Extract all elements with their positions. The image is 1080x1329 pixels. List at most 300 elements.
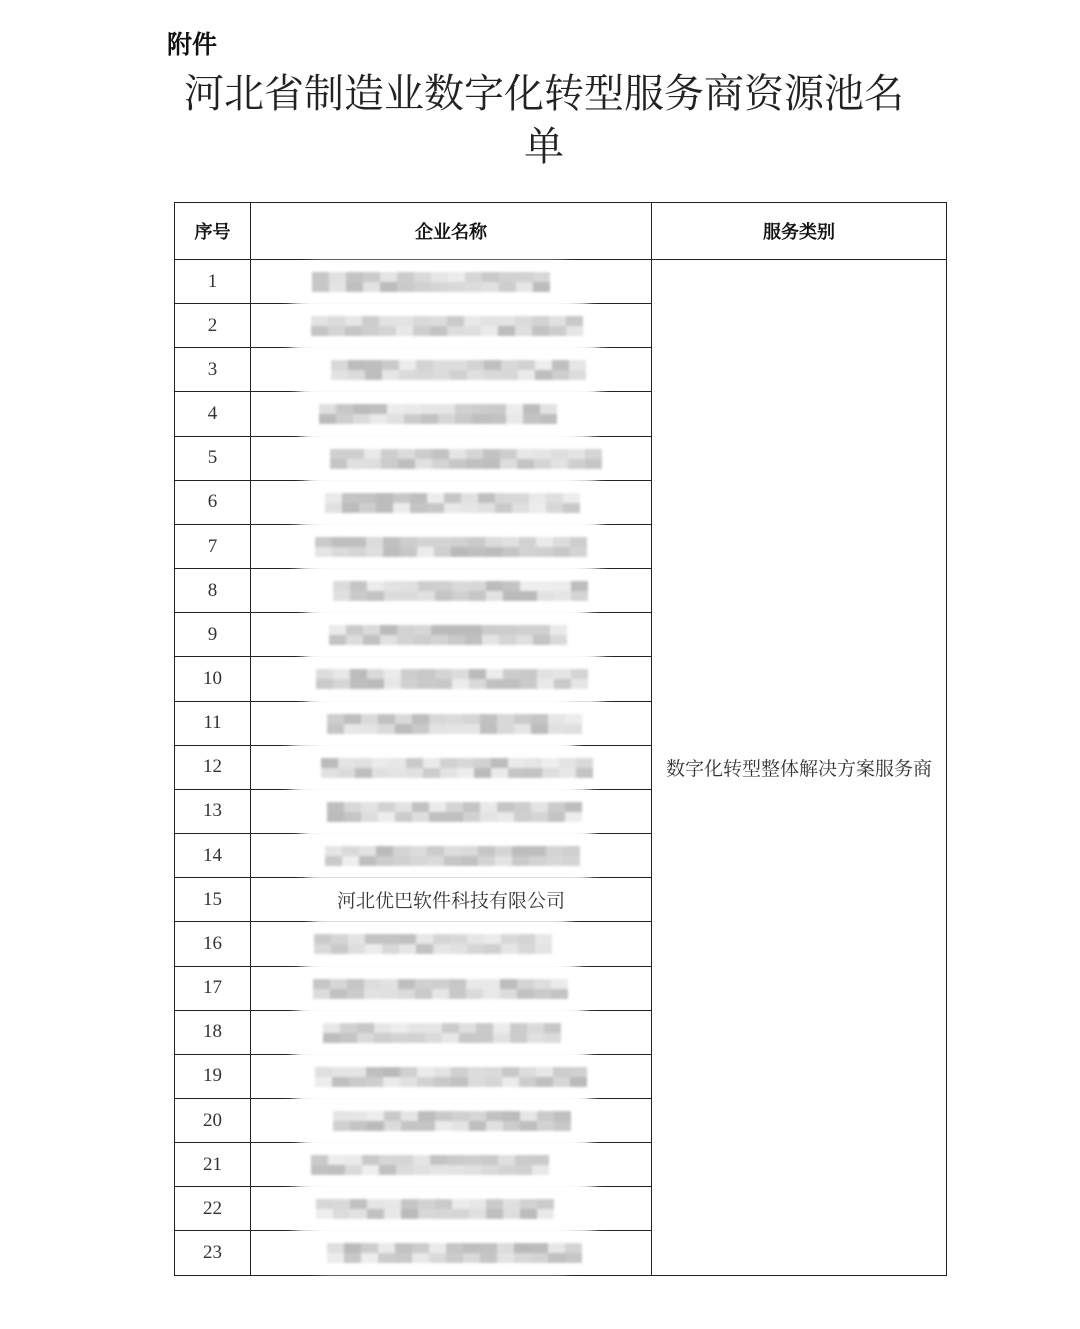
mosaic-tile bbox=[503, 581, 520, 591]
mosaic-tile bbox=[359, 503, 376, 513]
mosaic-tile bbox=[397, 635, 414, 645]
mosaic-tile bbox=[497, 714, 514, 724]
mosaic-tile bbox=[342, 846, 359, 856]
mosaic-tile bbox=[546, 493, 563, 503]
mosaic-tile bbox=[398, 979, 415, 989]
mosaic-tile bbox=[342, 503, 359, 513]
mosaic-tile bbox=[410, 503, 427, 513]
mosaic-tile bbox=[312, 282, 329, 292]
mosaic-tile bbox=[517, 979, 534, 989]
mosaic-tile bbox=[569, 360, 586, 370]
mosaic-tile bbox=[550, 635, 567, 645]
mosaic-tile bbox=[484, 360, 501, 370]
mosaic-tile bbox=[542, 768, 559, 778]
mosaic-tile bbox=[537, 679, 554, 689]
mosaic-tile bbox=[520, 1209, 537, 1219]
mosaic-tile bbox=[344, 1253, 361, 1263]
mosaic-tile bbox=[549, 326, 566, 336]
mosaic-tile bbox=[330, 979, 347, 989]
mosaic-tile bbox=[380, 625, 397, 635]
mosaic-tile bbox=[484, 934, 501, 944]
mosaic-tile bbox=[450, 944, 467, 954]
table-body bbox=[175, 260, 947, 1276]
mosaic-tile bbox=[506, 404, 523, 414]
mosaic-tile bbox=[452, 1121, 469, 1131]
row-index: 18 bbox=[175, 1010, 251, 1054]
mosaic-tile bbox=[431, 635, 448, 645]
mosaic-tile bbox=[503, 1111, 520, 1121]
mosaic-tile bbox=[350, 581, 367, 591]
mosaic-tile bbox=[333, 1121, 350, 1131]
mosaic-tile bbox=[566, 316, 583, 326]
mosaic-tile bbox=[485, 537, 502, 547]
mosaic-tile bbox=[455, 414, 472, 424]
mosaic-tile bbox=[452, 679, 469, 689]
mosaic-tile bbox=[531, 714, 548, 724]
mosaic-tile bbox=[497, 724, 514, 734]
mosaic-tile bbox=[316, 669, 333, 679]
mosaic-tile bbox=[344, 1243, 361, 1253]
mosaic-tile bbox=[480, 1253, 497, 1263]
mosaic-tile bbox=[325, 856, 342, 866]
redacted-company-name bbox=[327, 714, 582, 734]
mosaic-tile bbox=[382, 370, 399, 380]
mosaic-tile bbox=[412, 812, 429, 822]
mosaic-tile bbox=[483, 979, 500, 989]
mosaic-tile bbox=[430, 1165, 447, 1175]
mosaic-tile bbox=[551, 979, 568, 989]
mosaic-tile bbox=[397, 282, 414, 292]
mosaic-tile bbox=[401, 1209, 418, 1219]
mosaic-tile bbox=[362, 326, 379, 336]
mosaic-tile bbox=[374, 1023, 391, 1033]
mosaic-tile bbox=[570, 1077, 587, 1087]
mosaic-tile bbox=[451, 537, 468, 547]
mosaic-tile bbox=[446, 802, 463, 812]
mosaic-tile bbox=[461, 503, 478, 513]
mosaic-tile bbox=[536, 1077, 553, 1087]
mosaic-tile bbox=[482, 625, 499, 635]
mosaic-tile bbox=[527, 1023, 544, 1033]
mosaic-tile bbox=[415, 989, 432, 999]
mosaic-tile bbox=[416, 360, 433, 370]
mosaic-tile bbox=[412, 1253, 429, 1263]
mosaic-tile bbox=[395, 802, 412, 812]
mosaic-tile bbox=[396, 316, 413, 326]
mosaic-tile bbox=[416, 370, 433, 380]
mosaic-tile bbox=[399, 934, 416, 944]
mosaic-tile bbox=[469, 1121, 486, 1131]
mosaic-tile bbox=[349, 1067, 366, 1077]
mosaic-tile bbox=[467, 370, 484, 380]
mosaic-tile bbox=[353, 414, 370, 424]
mosaic-tile bbox=[378, 1243, 395, 1253]
mosaic-tile bbox=[517, 449, 534, 459]
mosaic-tile bbox=[447, 316, 464, 326]
mosaic-tile bbox=[359, 846, 376, 856]
mosaic-tile bbox=[450, 370, 467, 380]
mosaic-tile bbox=[400, 537, 417, 547]
mosaic-tile bbox=[571, 679, 588, 689]
mosaic-tile bbox=[316, 679, 333, 689]
mosaic-tile bbox=[423, 758, 440, 768]
mosaic-tile bbox=[452, 1199, 469, 1209]
mosaic-tile bbox=[342, 856, 359, 866]
mosaic-tile bbox=[435, 1121, 452, 1131]
mosaic-tile bbox=[482, 282, 499, 292]
mosaic-tile bbox=[372, 768, 389, 778]
mosaic-tile bbox=[364, 979, 381, 989]
mosaic-tile bbox=[340, 1033, 357, 1043]
mosaic-tile bbox=[361, 724, 378, 734]
mosaic-tile bbox=[549, 316, 566, 326]
mosaic-tile bbox=[435, 1199, 452, 1209]
mosaic-tile bbox=[508, 758, 525, 768]
mosaic-tile bbox=[359, 856, 376, 866]
mosaic-tile bbox=[401, 1199, 418, 1209]
mosaic-tile bbox=[435, 1209, 452, 1219]
mosaic-tile bbox=[576, 768, 593, 778]
mosaic-tile bbox=[417, 537, 434, 547]
mosaic-tile bbox=[540, 404, 557, 414]
mosaic-tile bbox=[378, 714, 395, 724]
mosaic-tile bbox=[548, 1253, 565, 1263]
mosaic-tile bbox=[410, 493, 427, 503]
mosaic-tile bbox=[328, 316, 345, 326]
mosaic-tile bbox=[576, 758, 593, 768]
mosaic-tile bbox=[312, 272, 329, 282]
mosaic-tile bbox=[512, 846, 529, 856]
mosaic-tile bbox=[347, 459, 364, 469]
mosaic-tile bbox=[366, 1067, 383, 1077]
mosaic-tile bbox=[548, 724, 565, 734]
mosaic-tile bbox=[520, 669, 537, 679]
mosaic-tile bbox=[363, 635, 380, 645]
mosaic-tile bbox=[430, 316, 447, 326]
mosaic-tile bbox=[465, 625, 482, 635]
mosaic-tile bbox=[498, 326, 515, 336]
mosaic-tile bbox=[559, 758, 576, 768]
mosaic-tile bbox=[350, 679, 367, 689]
mosaic-tile bbox=[365, 934, 382, 944]
mosaic-tile bbox=[380, 282, 397, 292]
mosaic-tile bbox=[480, 812, 497, 822]
mosaic-tile bbox=[383, 547, 400, 557]
mosaic-tile bbox=[517, 989, 534, 999]
mosaic-tile bbox=[323, 1033, 340, 1043]
mosaic-tile bbox=[536, 547, 553, 557]
mosaic-tile bbox=[329, 282, 346, 292]
mosaic-tile bbox=[366, 547, 383, 557]
mosaic-tile bbox=[503, 1199, 520, 1209]
mosaic-tile bbox=[347, 979, 364, 989]
mosaic-tile bbox=[370, 414, 387, 424]
mosaic-tile bbox=[518, 370, 535, 380]
mosaic-tile bbox=[546, 856, 563, 866]
mosaic-tile bbox=[469, 581, 486, 591]
mosaic-tile bbox=[359, 493, 376, 503]
mosaic-tile bbox=[476, 1033, 493, 1043]
mosaic-tile bbox=[523, 414, 540, 424]
mosaic-tile bbox=[381, 459, 398, 469]
mosaic-tile bbox=[520, 679, 537, 689]
mosaic-tile bbox=[415, 449, 432, 459]
mosaic-tile bbox=[362, 1155, 379, 1165]
mosaic-tile bbox=[440, 768, 457, 778]
mosaic-tile bbox=[464, 316, 481, 326]
mosaic-tile bbox=[520, 1111, 537, 1121]
mosaic-tile bbox=[338, 768, 355, 778]
mosaic-tile bbox=[519, 537, 536, 547]
mosaic-tile bbox=[559, 768, 576, 778]
mosaic-tile bbox=[349, 537, 366, 547]
row-index: 15 bbox=[175, 878, 251, 922]
mosaic-tile bbox=[435, 669, 452, 679]
mosaic-tile bbox=[327, 724, 344, 734]
mosaic-tile bbox=[376, 493, 393, 503]
mosaic-tile bbox=[404, 404, 421, 414]
mosaic-tile bbox=[423, 768, 440, 778]
mosaic-tile bbox=[486, 1199, 503, 1209]
mosaic-tile bbox=[427, 503, 444, 513]
mosaic-tile bbox=[395, 812, 412, 822]
mosaic-tile bbox=[447, 1165, 464, 1175]
mosaic-tile bbox=[414, 282, 431, 292]
mosaic-tile bbox=[406, 758, 423, 768]
mosaic-tile bbox=[381, 449, 398, 459]
mosaic-tile bbox=[378, 812, 395, 822]
mosaic-tile bbox=[391, 1023, 408, 1033]
mosaic-tile bbox=[311, 1155, 328, 1165]
mosaic-tile bbox=[534, 459, 551, 469]
mosaic-tile bbox=[325, 503, 342, 513]
row-index: 8 bbox=[175, 569, 251, 613]
mosaic-tile bbox=[482, 272, 499, 282]
mosaic-tile bbox=[554, 581, 571, 591]
mosaic-tile bbox=[404, 414, 421, 424]
mosaic-tile bbox=[378, 724, 395, 734]
mosaic-tile bbox=[417, 1077, 434, 1087]
mosaic-tile bbox=[367, 1121, 384, 1131]
company-name-cell bbox=[251, 834, 652, 878]
mosaic-tile bbox=[532, 316, 549, 326]
mosaic-tile bbox=[533, 272, 550, 282]
mosaic-tile bbox=[531, 1253, 548, 1263]
redacted-company-name bbox=[315, 537, 587, 557]
mosaic-tile bbox=[444, 503, 461, 513]
mosaic-tile bbox=[535, 360, 552, 370]
row-index: 12 bbox=[175, 745, 251, 789]
mosaic-tile bbox=[410, 846, 427, 856]
row-index: 9 bbox=[175, 613, 251, 657]
row-index: 1 bbox=[175, 260, 251, 304]
mosaic-tile bbox=[570, 1067, 587, 1077]
mosaic-tile bbox=[342, 493, 359, 503]
mosaic-tile bbox=[384, 581, 401, 591]
mosaic-tile bbox=[363, 625, 380, 635]
mosaic-tile bbox=[518, 934, 535, 944]
mosaic-tile bbox=[349, 1077, 366, 1087]
row-index: 23 bbox=[175, 1231, 251, 1275]
mosaic-tile bbox=[518, 944, 535, 954]
mosaic-tile bbox=[384, 669, 401, 679]
mosaic-tile bbox=[446, 1253, 463, 1263]
mosaic-tile bbox=[316, 1199, 333, 1209]
mosaic-tile bbox=[332, 1067, 349, 1077]
mosaic-tile bbox=[519, 1077, 536, 1087]
mosaic-tile bbox=[384, 1199, 401, 1209]
mosaic-tile bbox=[418, 1111, 435, 1121]
mosaic-tile bbox=[542, 758, 559, 768]
mosaic-tile bbox=[311, 1165, 328, 1175]
redacted-company-name bbox=[311, 316, 583, 336]
mosaic-tile bbox=[361, 714, 378, 724]
mosaic-tile bbox=[440, 758, 457, 768]
mosaic-tile bbox=[554, 1111, 571, 1121]
mosaic-tile bbox=[391, 1033, 408, 1043]
mosaic-tile bbox=[331, 934, 348, 944]
redacted-company-name bbox=[313, 979, 568, 999]
mosaic-tile bbox=[344, 714, 361, 724]
mosaic-tile bbox=[367, 591, 384, 601]
mosaic-tile bbox=[361, 802, 378, 812]
mosaic-tile bbox=[463, 802, 480, 812]
mosaic-tile bbox=[365, 370, 382, 380]
mosaic-tile bbox=[459, 1033, 476, 1043]
mosaic-tile bbox=[455, 404, 472, 414]
mosaic-tile bbox=[380, 635, 397, 645]
service-category: 数字化转型整体解决方案服务商 bbox=[665, 757, 932, 780]
mosaic-tile bbox=[357, 1033, 374, 1043]
mosaic-tile bbox=[552, 370, 569, 380]
mosaic-tile bbox=[398, 459, 415, 469]
mosaic-tile bbox=[408, 1033, 425, 1043]
mosaic-tile bbox=[412, 714, 429, 724]
mosaic-tile bbox=[563, 846, 580, 856]
mosaic-tile bbox=[311, 326, 328, 336]
mosaic-tile bbox=[525, 768, 542, 778]
mosaic-tile bbox=[450, 360, 467, 370]
mosaic-tile bbox=[531, 812, 548, 822]
mosaic-tile bbox=[345, 316, 362, 326]
mosaic-tile bbox=[395, 714, 412, 724]
mosaic-tile bbox=[551, 989, 568, 999]
mosaic-tile bbox=[421, 414, 438, 424]
mosaic-tile bbox=[395, 1243, 412, 1253]
mosaic-tile bbox=[493, 1033, 510, 1043]
mosaic-tile bbox=[333, 1209, 350, 1219]
mosaic-tile bbox=[568, 449, 585, 459]
mosaic-tile bbox=[499, 282, 516, 292]
mosaic-tile bbox=[416, 944, 433, 954]
mosaic-tile bbox=[346, 625, 363, 635]
mosaic-tile bbox=[378, 1253, 395, 1263]
mosaic-tile bbox=[332, 1077, 349, 1087]
mosaic-tile bbox=[466, 979, 483, 989]
mosaic-tile bbox=[554, 591, 571, 601]
mosaic-tile bbox=[469, 669, 486, 679]
mosaic-tile bbox=[478, 846, 495, 856]
mosaic-tile bbox=[442, 1023, 459, 1033]
mosaic-tile bbox=[544, 1023, 561, 1033]
mosaic-tile bbox=[415, 979, 432, 989]
mosaic-tile bbox=[431, 282, 448, 292]
mosaic-tile bbox=[327, 1243, 344, 1253]
mosaic-tile bbox=[333, 1111, 350, 1121]
mosaic-tile bbox=[467, 360, 484, 370]
mosaic-tile bbox=[398, 989, 415, 999]
redacted-company-name bbox=[327, 1243, 582, 1263]
mosaic-tile bbox=[452, 581, 469, 591]
mosaic-tile bbox=[327, 1253, 344, 1263]
mosaic-tile bbox=[520, 1199, 537, 1209]
mosaic-tile bbox=[449, 449, 466, 459]
mosaic-tile bbox=[361, 1253, 378, 1263]
mosaic-tile bbox=[379, 316, 396, 326]
mosaic-tile bbox=[520, 1121, 537, 1131]
mosaic-tile bbox=[448, 282, 465, 292]
mosaic-tile bbox=[355, 758, 372, 768]
mosaic-tile bbox=[384, 1111, 401, 1121]
mosaic-tile bbox=[489, 404, 506, 414]
mosaic-tile bbox=[417, 547, 434, 557]
row-index: 5 bbox=[175, 436, 251, 480]
mosaic-tile bbox=[379, 1155, 396, 1165]
mosaic-tile bbox=[534, 449, 551, 459]
mosaic-tile bbox=[333, 1199, 350, 1209]
mosaic-tile bbox=[446, 724, 463, 734]
mosaic-tile bbox=[516, 282, 533, 292]
mosaic-tile bbox=[396, 1165, 413, 1175]
mosaic-tile bbox=[461, 846, 478, 856]
mosaic-tile bbox=[481, 1165, 498, 1175]
mosaic-tile bbox=[364, 989, 381, 999]
mosaic-tile bbox=[552, 360, 569, 370]
mosaic-tile bbox=[400, 547, 417, 557]
mosaic-tile bbox=[327, 714, 344, 724]
mosaic-tile bbox=[367, 1111, 384, 1121]
mosaic-tile bbox=[498, 316, 515, 326]
mosaic-tile bbox=[486, 669, 503, 679]
mosaic-tile bbox=[525, 758, 542, 768]
mosaic-tile bbox=[413, 316, 430, 326]
redacted-company-name bbox=[312, 272, 550, 292]
redacted-company-name bbox=[316, 669, 588, 689]
mosaic-tile bbox=[449, 459, 466, 469]
mosaic-tile bbox=[571, 591, 588, 601]
mosaic-tile bbox=[448, 635, 465, 645]
redacted-company-name bbox=[323, 1023, 561, 1043]
mosaic-tile bbox=[398, 449, 415, 459]
mosaic-tile bbox=[330, 449, 347, 459]
mosaic-tile bbox=[465, 635, 482, 645]
mosaic-tile bbox=[446, 812, 463, 822]
mosaic-tile bbox=[378, 802, 395, 812]
mosaic-tile bbox=[393, 846, 410, 856]
mosaic-tile bbox=[457, 768, 474, 778]
mosaic-tile bbox=[350, 1199, 367, 1209]
mosaic-tile bbox=[534, 979, 551, 989]
mosaic-tile bbox=[516, 635, 533, 645]
mosaic-tile bbox=[418, 679, 435, 689]
mosaic-tile bbox=[451, 1077, 468, 1087]
mosaic-tile bbox=[570, 537, 587, 547]
mosaic-tile bbox=[472, 404, 489, 414]
mosaic-tile bbox=[315, 1077, 332, 1087]
mosaic-tile bbox=[503, 591, 520, 601]
mosaic-tile bbox=[466, 459, 483, 469]
mosaic-tile bbox=[461, 493, 478, 503]
